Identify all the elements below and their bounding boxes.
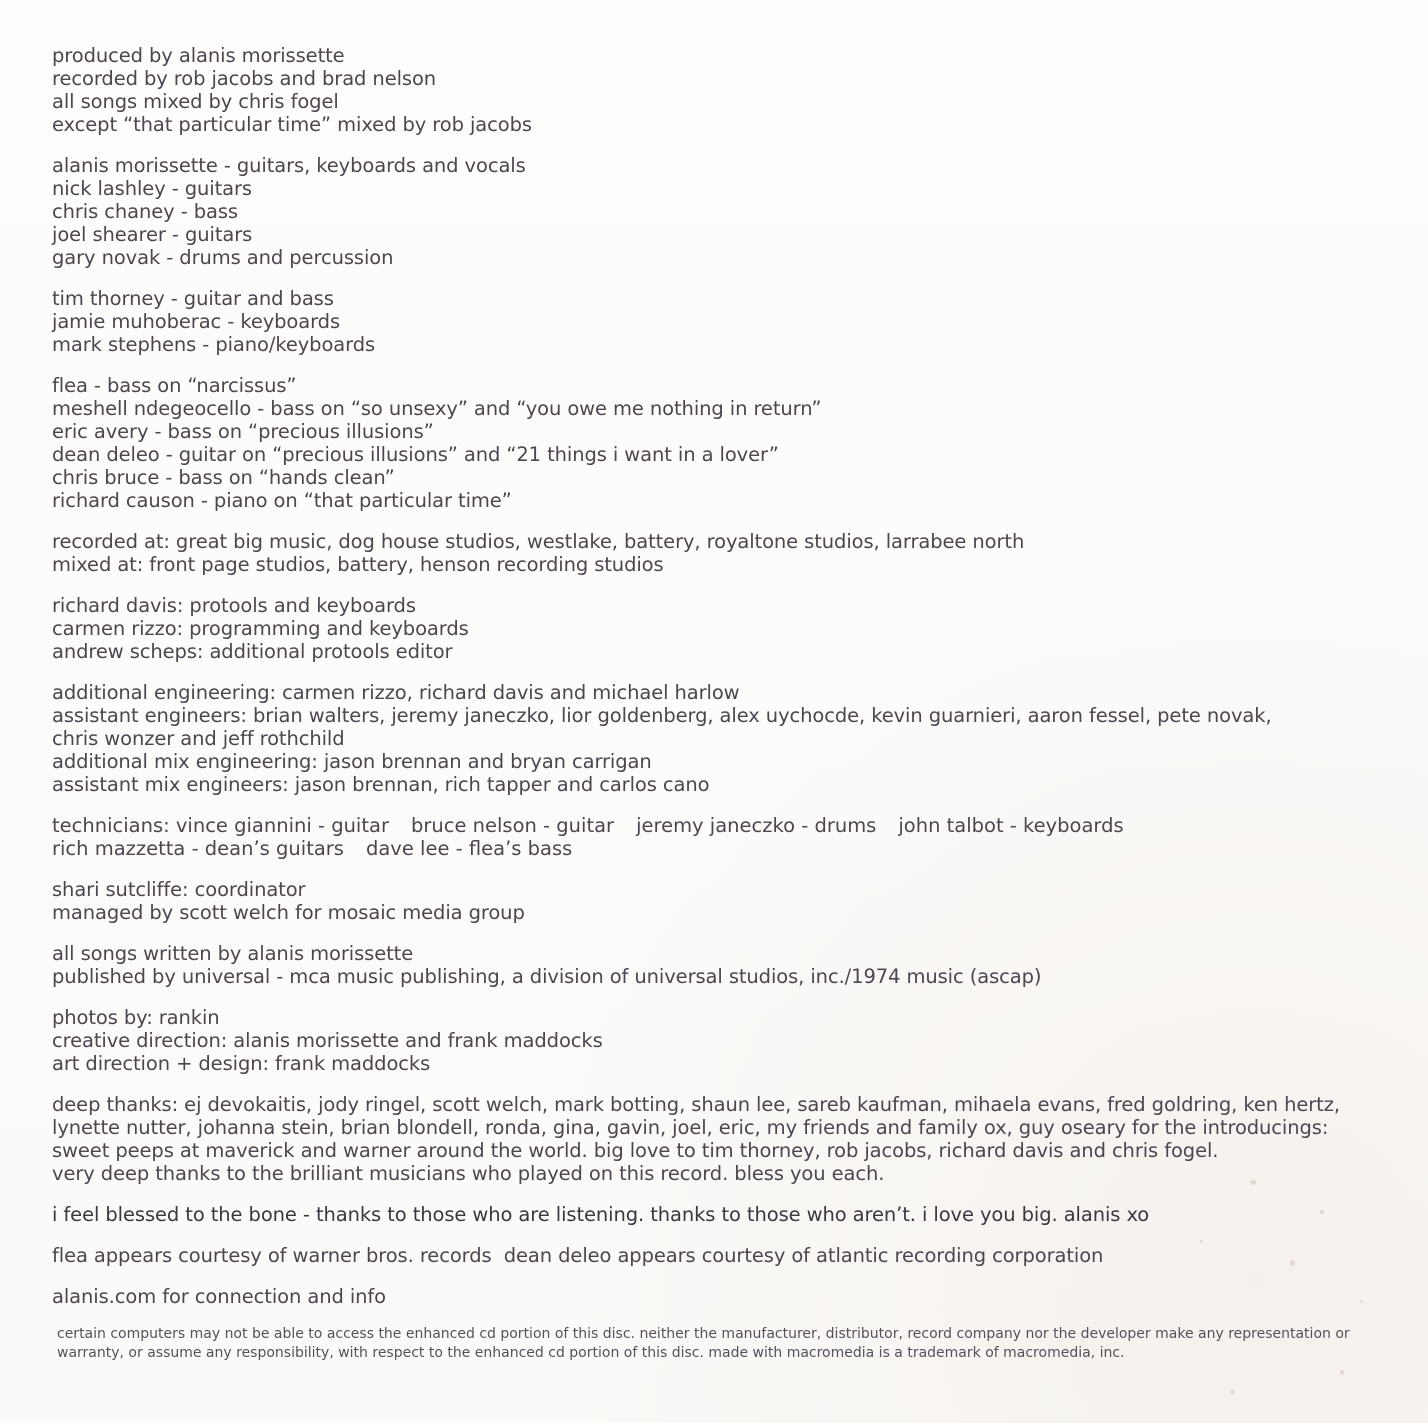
credit-line: mixed at: front page studios, battery, henson recording studios (52, 553, 664, 576)
credit-item: technicians: vince giannini - guitar (52, 814, 389, 837)
credit-line: nick lashley - guitars (52, 177, 252, 200)
credit-line: except “that particular time” mixed by rob jacobs (52, 113, 532, 136)
credit-line: joel shearer - guitars (52, 223, 253, 246)
credits-text (52, 44, 1402, 1326)
technician-row (52, 837, 1402, 860)
credit-line: alanis morissette - guitars, keyboards and vocals (52, 154, 526, 177)
credit-line: assistant mix engineers: jason brennan, rich tapper and carlos cano (52, 773, 710, 796)
band-credits (52, 154, 1402, 269)
paper-speck (1290, 1260, 1295, 1266)
additional-players-credits (52, 287, 1402, 356)
credit-line: creative direction: alanis morissette and frank maddocks (52, 1029, 603, 1052)
personal-note: i feel blessed to the bone - thanks to those who are listening. thanks to those who aren’t. i love you big. alanis xo (52, 1203, 1150, 1226)
credit-line: mark stephens - piano/keyboards (52, 333, 376, 356)
credit-line: managed by scott welch for mosaic media group (52, 901, 525, 924)
credit-line: published by universal - mca music publishing, a division of universal studios, inc./1974 music (ascap) (52, 965, 1042, 988)
credit-item: dave lee - flea’s bass (365, 837, 573, 860)
paper-speck (1340, 1370, 1344, 1375)
technician-credits (52, 814, 1402, 860)
credit-line: art direction + design: frank maddocks (52, 1052, 431, 1075)
credit-line: chris wonzer and jeff rothchild (52, 727, 345, 750)
credit-line: produced by alanis morissette (52, 44, 345, 67)
paper-speck (1360, 1300, 1363, 1303)
credit-line: carmen rizzo: programming and keyboards (52, 617, 469, 640)
credit-item: jeremy janeczko - drums (636, 814, 877, 837)
credit-line: all songs written by alanis morissette (52, 942, 414, 965)
personal-note-block (52, 1203, 1402, 1226)
credit-line: flea - bass on “narcissus” (52, 374, 297, 397)
disclaimer: certain computers may not be able to access the enhanced cd portion of this disc. neither the manufacturer, distributor, record company nor the developer make any representation or warranty, or assume any responsibility, with respect to the enhanced cd portion of this disc. made with macromedia is a trademark of macromedia, inc. (57, 1326, 1350, 1361)
credit-item: bruce nelson - guitar (410, 814, 615, 837)
credit-line: photos by: rankin (52, 1006, 220, 1029)
credit-line: andrew scheps: additional protools editor (52, 640, 453, 663)
credit-line: jamie muhoberac - keyboards (52, 310, 341, 333)
thanks-line: very deep thanks to the brilliant musicians who played on this record. bless you each. (52, 1162, 885, 1185)
credit-line: assistant engineers: brian walters, jeremy janeczko, lior goldenberg, alex uychocde, kevin guarnieri, aaron fessel, pete novak, (52, 704, 1272, 727)
courtesy-line: flea appears courtesy of warner bros. records dean deleo appears courtesy of atlantic recording corporation (52, 1244, 1104, 1267)
credit-line: additional engineering: carmen rizzo, richard davis and michael harlow (52, 681, 740, 704)
thanks-line: lynette nutter, johanna stein, brian blondell, ronda, gina, gavin, joel, eric, my friends and family ox, guy oseary for the introducings: (52, 1116, 1329, 1139)
paper-speck (1320, 1210, 1324, 1214)
programming-credits (52, 594, 1402, 663)
credit-line: chris chaney - bass (52, 200, 238, 223)
courtesy-block (52, 1244, 1402, 1267)
credit-item: john talbot - keyboards (898, 814, 1124, 837)
paper-speck (1230, 1390, 1235, 1394)
credit-line: eric avery - bass on “precious illusions” (52, 420, 434, 443)
credit-line: dean deleo - guitar on “precious illusions” and “21 things i want in a lover” (52, 443, 779, 466)
credit-line: all songs mixed by chris fogel (52, 90, 339, 113)
engineering-credits (52, 681, 1402, 796)
paper-speck (1200, 1240, 1203, 1243)
thanks-line: deep thanks: ej devokaitis, jody ringel, scott welch, mark botting, shaun lee, sareb kaufman, mihaela evans, fred goldring, ken hertz, (52, 1093, 1340, 1116)
technician-row (52, 814, 1402, 837)
publishing-credits (52, 942, 1402, 988)
production-credits (52, 44, 1402, 136)
credit-line: recorded at: great big music, dog house studios, westlake, battery, royaltone studios, larrabee north (52, 530, 1025, 553)
studio-credits (52, 530, 1402, 576)
credit-line: shari sutcliffe: coordinator (52, 878, 306, 901)
paper-speck (1250, 1180, 1256, 1185)
credit-line: additional mix engineering: jason brennan and bryan carrigan (52, 750, 652, 773)
thanks (52, 1093, 1402, 1185)
management-credits (52, 878, 1402, 924)
guest-credits (52, 374, 1402, 512)
credit-item: rich mazzetta - dean’s guitars (52, 837, 344, 860)
website-line: alanis.com for connection and info (52, 1285, 387, 1308)
credit-line: richard davis: protools and keyboards (52, 594, 416, 617)
website-block (52, 1285, 1402, 1308)
credit-line: meshell ndegeocello - bass on “so unsexy” and “you owe me nothing in return” (52, 397, 822, 420)
credit-line: recorded by rob jacobs and brad nelson (52, 67, 437, 90)
credit-line: tim thorney - guitar and bass (52, 287, 334, 310)
thanks-line: sweet peeps at maverick and warner around the world. big love to tim thorney, rob jacobs, richard davis and chris fogel. (52, 1139, 1219, 1162)
credit-line: gary novak - drums and percussion (52, 246, 394, 269)
credit-line: richard causon - piano on “that particular time” (52, 489, 512, 512)
art-credits (52, 1006, 1402, 1075)
credit-line: chris bruce - bass on “hands clean” (52, 466, 395, 489)
